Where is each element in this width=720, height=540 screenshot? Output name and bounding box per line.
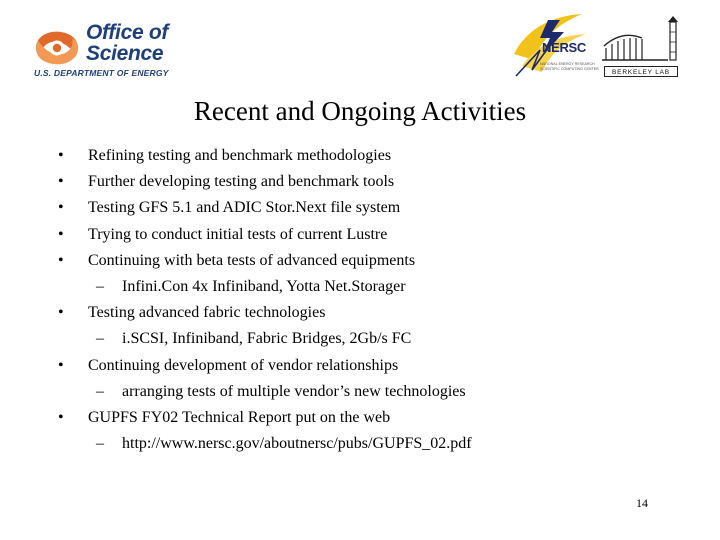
- bullet-item: [58, 143, 698, 169]
- sub-bullet-dash-icon: –: [96, 278, 104, 296]
- bullet-dot-icon: •: [58, 356, 64, 374]
- bullet-dot-icon: •: [58, 225, 64, 243]
- doe-office-of-science-logo: [32, 20, 192, 82]
- doe-logo-subtitle: U.S. DEPARTMENT OF ENERGY: [34, 68, 169, 78]
- berkeley-lab-label: BERKELEY LAB: [604, 66, 678, 77]
- bullet-text: Testing advanced fabric technologies: [88, 304, 326, 322]
- bullet-text: Continuing with beta tests of advanced equipments: [88, 251, 416, 269]
- berkeley-lab-logo: [598, 16, 688, 80]
- bullet-text: Testing GFS 5.1 and ADIC Stor.Next file system: [88, 199, 401, 217]
- bullet-item: [58, 222, 698, 248]
- sub-bullet-item: [58, 326, 698, 352]
- nersc-logo-subtitle: NATIONAL ENERGY RESEARCH SCIENTIFIC COMPUTING CENTER: [540, 62, 599, 71]
- bullet-dot-icon: •: [58, 304, 64, 322]
- bullet-text: GUPFS FY02 Technical Report put on the web: [88, 409, 391, 427]
- bullet-list: [58, 143, 698, 457]
- slide-title: Recent and Ongoing Activities: [193, 96, 527, 126]
- sub-bullet-item: [58, 274, 698, 300]
- sub-bullet-dash-icon: –: [96, 382, 104, 400]
- bullet-item: [58, 169, 698, 195]
- doe-logo-text: [86, 22, 168, 64]
- doe-logo-line2: Science: [86, 42, 164, 65]
- bullet-item: [58, 405, 698, 431]
- bullet-dot-icon: •: [58, 409, 64, 427]
- bullet-text: Trying to conduct initial tests of current Lustre: [88, 225, 388, 243]
- bullet-dot-icon: •: [58, 251, 64, 269]
- sub-bullet-text: arranging tests of multiple vendor’s new technologies: [122, 382, 466, 400]
- sub-bullet-text: Infini.Con 4x Infiniband, Yotta Net.Storager: [122, 278, 406, 296]
- bullet-text: Continuing development of vendor relationships: [88, 356, 399, 374]
- doe-logo-line1: Office of: [86, 21, 169, 44]
- bullet-dot-icon: •: [58, 199, 64, 217]
- sub-bullet-dash-icon: –: [96, 330, 104, 348]
- bullet-text: Further developing testing and benchmark tools: [88, 173, 395, 191]
- sub-bullet-text: http://www.nersc.gov/aboutnersc/pubs/GUPFS_02.pdf: [122, 435, 472, 453]
- berkeley-lab-building-icon: [598, 16, 688, 66]
- bullet-dot-icon: •: [58, 147, 64, 164]
- page-number: 14: [636, 496, 648, 510]
- sub-bullet-item: [58, 379, 698, 405]
- bullet-item: [58, 353, 698, 379]
- doe-emblem-icon: [32, 26, 82, 70]
- bullet-dot-icon: •: [58, 173, 64, 191]
- bullet-item: [58, 300, 698, 326]
- bullet-item: [58, 195, 698, 221]
- nersc-logo: [512, 10, 598, 84]
- sub-bullet-dash-icon: –: [96, 435, 104, 453]
- bullet-text: Refining testing and benchmark methodologies: [88, 147, 392, 164]
- bullet-item: [58, 248, 698, 274]
- nersc-logo-name: NERSC: [542, 40, 587, 55]
- sub-bullet-text: i.SCSI, Infiniband, Fabric Bridges, 2Gb/s FC: [122, 330, 412, 348]
- sub-bullet-item: [58, 431, 698, 457]
